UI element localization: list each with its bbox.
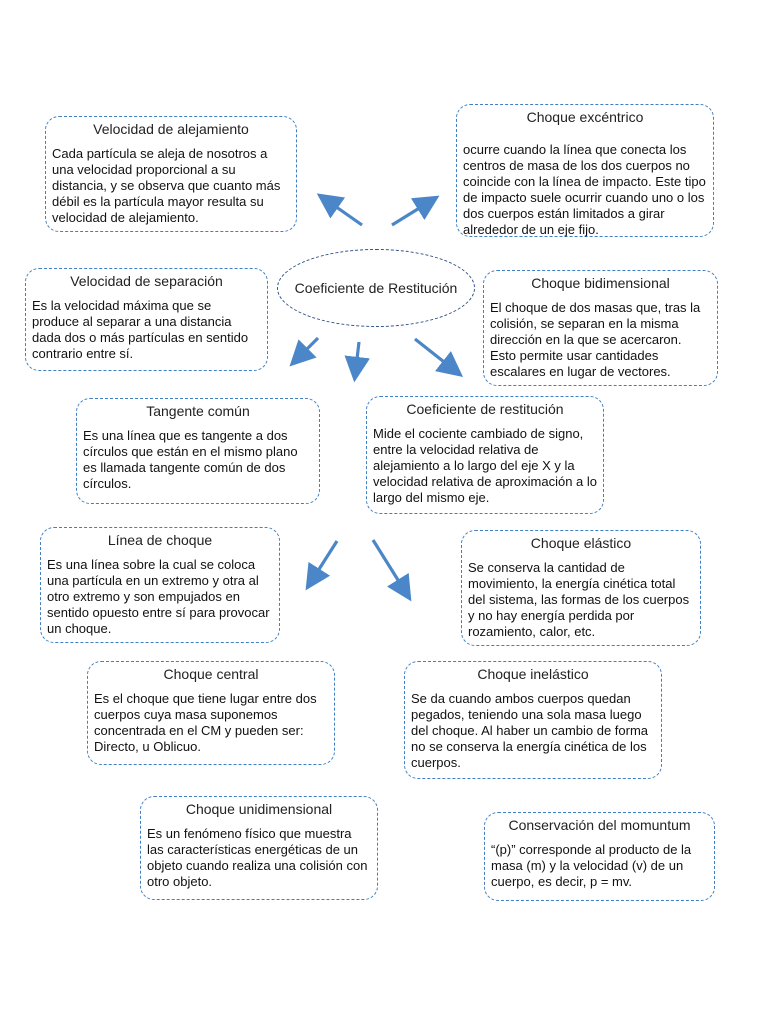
central-concept-label: Coeficiente de Restitución xyxy=(294,280,458,296)
box-body: El choque de dos masas que, tras la colisión, se separan en la misma dirección en la que se acercaron. Esto permite usar cantidades escalares en lugar de vectores. xyxy=(490,300,701,379)
arrow-down-center xyxy=(355,342,359,376)
box-choque-elastico xyxy=(461,530,701,646)
central-concept xyxy=(277,249,475,327)
box-title: Choque central xyxy=(163,666,259,682)
box-tangente-comun xyxy=(76,398,320,504)
box-title: Choque inelástico xyxy=(477,666,589,682)
box-velocidad-separacion xyxy=(25,268,268,371)
box-title: Choque unidimensional xyxy=(185,801,333,817)
box-choque-excentrico xyxy=(456,104,714,237)
box-body: Se conserva la cantidad de movimiento, la energía cinética total del sistema, las formas de los cuerpos y no hay energía perdida por rozamiento, calor, etc. xyxy=(468,560,690,639)
box-body: Es una línea que es tangente a dos círculos que están en el mismo plano es llamada tangente común de dos círculos. xyxy=(83,428,298,491)
arrow-to-velocidad-separacion xyxy=(294,338,318,362)
box-velocidad-alejamiento xyxy=(45,116,297,232)
box-choque-inelastico xyxy=(404,661,662,779)
box-title: Velocidad de alejamiento xyxy=(93,121,249,137)
box-conservacion-momentum xyxy=(484,812,715,901)
box-title: Línea de choque xyxy=(107,532,213,548)
box-body: Mide el cociente cambiado de signo, entre la velocidad relativa de alejamiento a lo largo del eje X y la velocidad relativa de aproximación a lo largo del mismo eje. xyxy=(373,426,598,505)
box-title: Choque elástico xyxy=(530,535,632,551)
box-title: Choque bidimensional xyxy=(531,275,670,291)
box-body: ocurre cuando la línea que conecta los centros de masa de los dos cuerpos no coincide con la línea de impacto. Este tipo de impacto suele ocurrir cuando uno o los dos cuerpos están limitados a girar alrededor de un eje fijo. xyxy=(463,142,706,237)
box-choque-unidimensional xyxy=(140,796,378,900)
box-title: Coeficiente de restitución xyxy=(406,401,564,417)
arrow-to-choque-excentrico xyxy=(392,199,434,225)
arrow-to-choque-elastico xyxy=(373,540,408,596)
box-body: Es la velocidad máxima que se produce al separar a una distancia dada dos o más partículas en sentido contrario entre sí. xyxy=(32,298,249,361)
arrow-to-choque-bidimensional xyxy=(415,339,458,373)
box-title: Tangente común xyxy=(146,403,250,419)
arrow-to-linea-choque xyxy=(309,541,337,585)
box-body: Es el choque que tiene lugar entre dos cuerpos cuya masa suponemos concentrada en el CM y pueden ser: Directo, u Oblicuo. xyxy=(94,691,317,754)
box-body: Es una línea sobre la cual se coloca una partícula en un extremo y otra al otro extremo y son empujados en sentido opuesto entre sí para provocar un choque. xyxy=(47,557,270,636)
box-title: Choque excéntrico xyxy=(526,109,644,125)
box-choque-central xyxy=(87,661,335,765)
box-choque-bidimensional xyxy=(483,270,718,386)
box-body: “(p)” corresponde al producto de la masa (m) y la velocidad (v) de un cuerpo, es decir, p = mv. xyxy=(491,842,692,889)
box-body: Se da cuando ambos cuerpos quedan pegados, teniendo una sola masa luego del choque. Al haber un cambio de forma no se conserva la energía cinética de los cuerpos. xyxy=(411,691,649,770)
box-coeficiente-restitucion xyxy=(366,396,604,514)
box-title: Conservación del momuntum xyxy=(508,817,691,833)
box-body: Es un fenómeno físico que muestra las características energéticas de un objeto cuando realiza una colisión con otro objeto. xyxy=(147,826,368,889)
arrow-to-velocidad-alejamiento xyxy=(322,197,362,225)
box-body: Cada partícula se aleja de nosotros a una velocidad proporcional a su distancia, y se observa que cuanto más débil es la partícula mayor resulta su velocidad de alejamiento. xyxy=(52,146,281,225)
box-linea-choque xyxy=(40,527,280,643)
box-title: Velocidad de separación xyxy=(70,273,223,289)
